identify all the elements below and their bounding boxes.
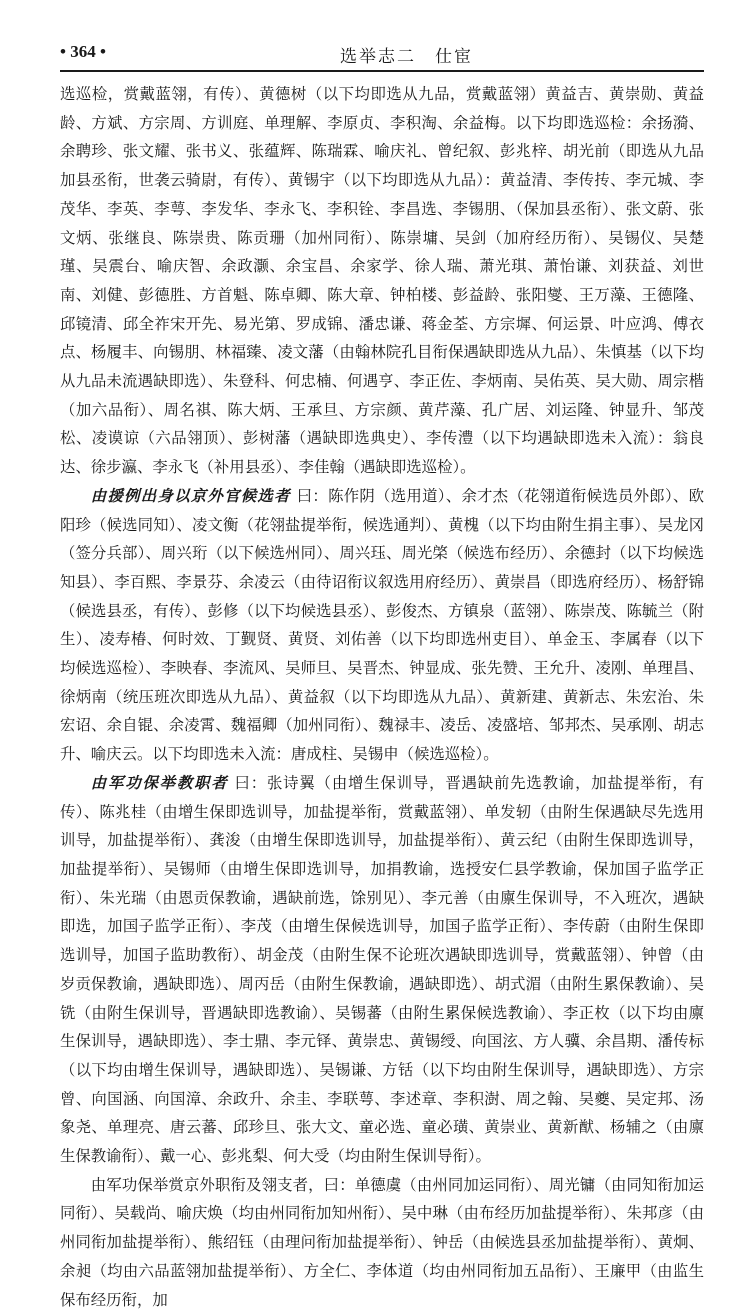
book-page (60, 36, 704, 1314)
page-body (60, 80, 704, 1314)
running-title: 选举志二 仕宦 (340, 47, 473, 67)
paragraph-purchased-office (60, 482, 704, 769)
page-header (60, 36, 704, 72)
paragraph-continuation (60, 80, 704, 482)
section-heading: 由军功保举教职者 (90, 773, 229, 792)
paragraph-text: 选巡检，赏戴蓝翎，有传）、黄德树（以下均即选从九品，赏戴蓝翎）黄益吉、黄崇勋、黄益龄、方斌、方宗周、方训庭、单理解、李原贞、李积淘、余益梅。以下均即选巡检：余扬漪、余聘珍、张文耀、张书义、张蕴辉、陈瑞霖、喻庆礼、曾纪叙、彭兆梓、胡光前（即选从九品加县丞衔，世袭云骑尉，有传）、黄锡宇（以下均即选从九品）：黄益清、李传抟、李元城、李茂华、李英、李萼、李发华、李永飞、李积铨、李昌选、李锡朋、（保加县丞衔）、张文蔚、张文炳、张继良、陈崇贵、陈贡珊（加州同衔）、陈崇墉、吴剑（加府经历衔）、吴锡仪、吴楚瑾、吴震台、喻庆智、余政灏、余宝昌、余家学、徐人瑞、萧光琪、萧怡谦、刘获益、刘世南、刘健、彭德胜、方首魁、陈卓卿、陈大章、钟柏楼、彭益龄、张阳燮、王万藻、王德隆、邱镜清、邱全祚宋开先、易光第、罗成锦、潘忠谦、蒋金荃、方宗墀、何运景、叶应鸿、傅衣点、杨履丰、向锡朋、林福臻、凌文藩（由翰林院孔目衔保遇缺即选从九品）、朱慎基（以下均从九品未流遇缺即选）、朱登科、何忠楠、何遇亨、李正佐、李炳南、吴佑英、吴大勋、周宗楷（加六品衔）、周名祺、陈大炳、王承旦、方宗颜、黄芹藻、孔广居、刘运隆、钟显升、邹茂松、凌谟谅（六品翎顶）、彭树藩（遇缺即选典史）、李传澧（以下均遇缺即选未入流）：翁良达、徐步瀛、李永飞（补用县丞）、李佳翰（遇缺即选巡检）。 (60, 85, 704, 477)
paragraph-military-merit-titles (60, 1171, 704, 1314)
paragraph-text: 由军功保举赏京外职衔及翎支者，曰：单德虞（由州同加运同衔）、周光镛（由同知衔加运同衔）、吴载尚、喻庆焕（均由州同衔加知州衔）、吴中琳（由布经历加盐提举衔）、朱邦彦（由州同衔加盐提举衔）、熊绍钰（由理问衔加盐提举衔）、钟岳（由候选县丞加盐提举衔）、黄炯、余昶（均由六品蓝翎加盐提举衔）、方全仁、李体道（均由州同衔加五品衔）、王廉甲（由监生保布经历衔，加 (60, 1175, 704, 1309)
paragraph-military-merit-teaching (60, 769, 704, 1171)
paragraph-text: 曰：陈作阴（选用道）、余才杰（花翎道衔候选员外郎）、欧阳珍（候选同知）、凌文衡（花翎盐提举衔，候选通判）、黄槐（以下均由附生捐主事）、吴龙冈（签分兵部）、周兴珩（以下候选州同）、周兴珏、周光棨（候选布经历）、余德封（以下均候选知县）、李百熙、李景芬、余凌云（由待诏衔议叙选用府经历）、黄崇昌（即选府经历）、杨舒锦（候选县丞，有传）、彭修（以下均候选县丞）、彭俊杰、方镇泉（蓝翎）、陈崇茂、陈毓兰（附生）、凌寿椿、何时效、丁觐贤、黄贤、刘佑善（以下均即选州吏目）、单金玉、李属春（以下均候选巡检）、李映春、李流风、吴师旦、吴晋杰、钟显成、张先赞、王允升、凌刚、单理昌、徐炳南（统压班次即选从九品）、黄益叙（以下均即选从九品）、黄新建、黄新志、朱宏治、朱宏诏、余自锟、余凌霄、魏福卿（加州同衔）、魏禄丰、凌岳、凌盛培、邹邦杰、吴承刚、胡志升、喻庆云。以下均即选未入流：唐成柱、吴锡申（候选巡检）。 (60, 486, 704, 764)
section-heading: 由援例出身以京外官候选者 (90, 486, 291, 505)
paragraph-text: 曰：张诗翼（由增生保训导，晋遇缺前先选教谕，加盐提举衔，有传）、陈兆桂（由增生保即选训导，加盐提举衔，赏戴蓝翎）、单发轫（由附生保遇缺尽先选用训导，加盐提举衔）、龚浚（由增生保即选训导，加盐提举衔）、黄云纪（由附生保即选训导，加盐提举衔）、吴锡师（由增生保即选训导，加捐教谕，选授安仁县学教谕，保加国子监学正衔）、朱光瑞（由恩贡保教谕，遇缺前选，馀别见）、李元善（由廪生保训导，不入班次，遇缺即选，加国子监学正衔）、李茂（由增生保候选训导，加国子监学正衔）、李传蔚（由附生保即选训导，加国子监助教衔）、胡金茂（由附生保不论班次遇缺即选训导，赏戴蓝翎）、钟曾（由岁贡保教谕，遇缺即选）、周丙岳（由附生保教谕，遇缺即选）、胡式湄（由附生累保教谕）、吴铣（由附生保训导，晋遇缺即选教谕）、吴锡蕃（由附生累保候选教谕）、李正枚（以下均由廪生保训导，遇缺即选）、李士鼎、李元铎、黄崇忠、黄锡绶、向国泫、方人骥、余昌期、潘传标（以下均由增生保训导，遇缺即选）、吴锡谦、方铦（以下均由附生保训导，遇缺即选）、方宗曾、向国涵、向国漳、余政升、余圭、李联萼、李述章、李积澍、周之翰、吴夔、吴定邦、汤象尧、单理亮、唐云蕃、邱珍旦、张大文、童必选、童必璜、黄崇业、黄新猷、杨辅之（由廪生保教谕衔）、戴一心、彭兆梨、何大受（均由附生保训导衔）。 (60, 773, 704, 1166)
page-number: • 364 • (60, 42, 106, 61)
